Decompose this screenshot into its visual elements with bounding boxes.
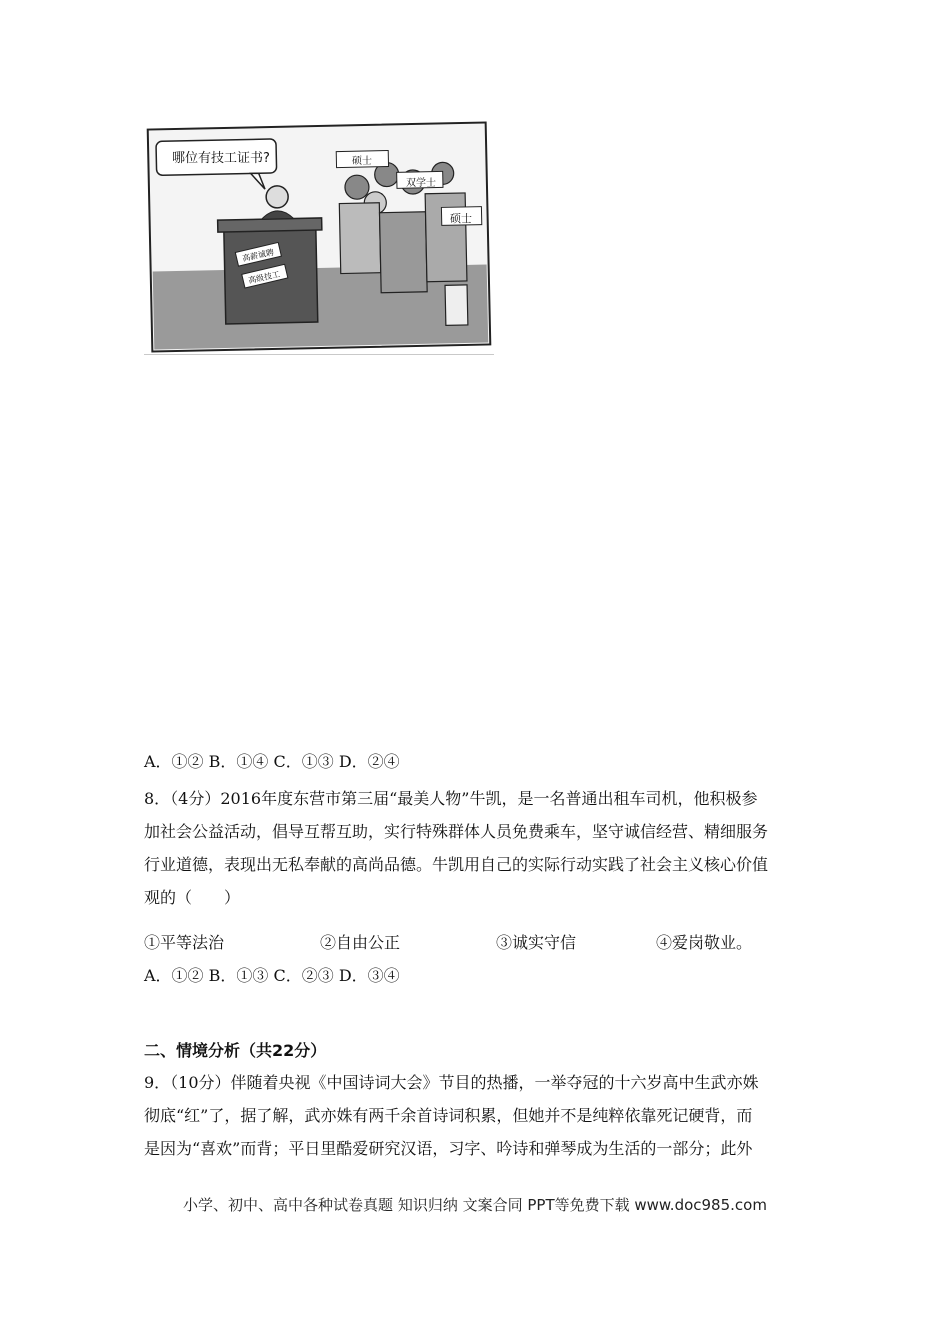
desk-sign-text: 高级技工 bbox=[247, 269, 281, 286]
q7-answer-choices: A．①② B．①④ C．①③ D．②④ bbox=[144, 752, 400, 771]
q8-option: ①平等法治 bbox=[144, 933, 225, 952]
question-9 bbox=[144, 1066, 808, 1165]
desk-sign-text: 高薪诚聘 bbox=[241, 247, 275, 264]
q8-option: ③诚实守信 bbox=[496, 933, 577, 952]
section-title: 二、情境分析（共22分） bbox=[144, 1041, 327, 1060]
q8-options bbox=[144, 930, 808, 952]
q9-line: 是因为“喜欢”而背；平日里酷爱研究汉语，习字、吟诗和弹琴成为生活的一部分；此外 bbox=[144, 1139, 753, 1158]
question-8 bbox=[144, 782, 808, 914]
q8-answer-choices: A．①② B．①③ C．②③ D．③④ bbox=[144, 966, 400, 985]
cartoon-speech-text: 哪位有技工证书? bbox=[172, 151, 270, 166]
crowd-sign-text: 硕士 bbox=[450, 212, 472, 225]
q9-line: 9．（10分）伴随着央视《中国诗词大会》节目的热播，一举夺冠的十六岁高中生武亦姝 bbox=[144, 1073, 759, 1092]
q8-option: ②自由公正 bbox=[320, 933, 401, 952]
crowd-sign-text: 双学士 bbox=[406, 178, 436, 189]
q8-option: ④爱岗敬业。 bbox=[656, 933, 753, 952]
q8-line: 8．（4分）2016年度东营市第三届“最美人物”牛凯，是一名普通出租车司机，他积极参 bbox=[144, 789, 758, 808]
q8-line: 观的（ ） bbox=[144, 888, 241, 907]
q8-line: 行业道德，表现出无私奉献的高尚品德。牛凯用自己的实际行动实践了社会主义核心价值 bbox=[144, 855, 769, 874]
q8-line: 加社会公益活动，倡导互帮互助，实行特殊群体人员免费乘车，坚守诚信经营、精细服务 bbox=[144, 822, 769, 841]
image-divider bbox=[144, 354, 494, 355]
crowd-sign-text: 硕士 bbox=[352, 156, 372, 167]
cartoon-image bbox=[144, 118, 494, 356]
q9-line: 彻底“红”了，据了解，武亦姝有两千余首诗词积累，但她并不是纯粹依靠死记硬背，而 bbox=[144, 1106, 753, 1125]
page-footer: 小学、初中、高中各种试卷真题 知识归纳 文案合同 PPT等免费下载 www.doc985.com bbox=[183, 1196, 767, 1214]
